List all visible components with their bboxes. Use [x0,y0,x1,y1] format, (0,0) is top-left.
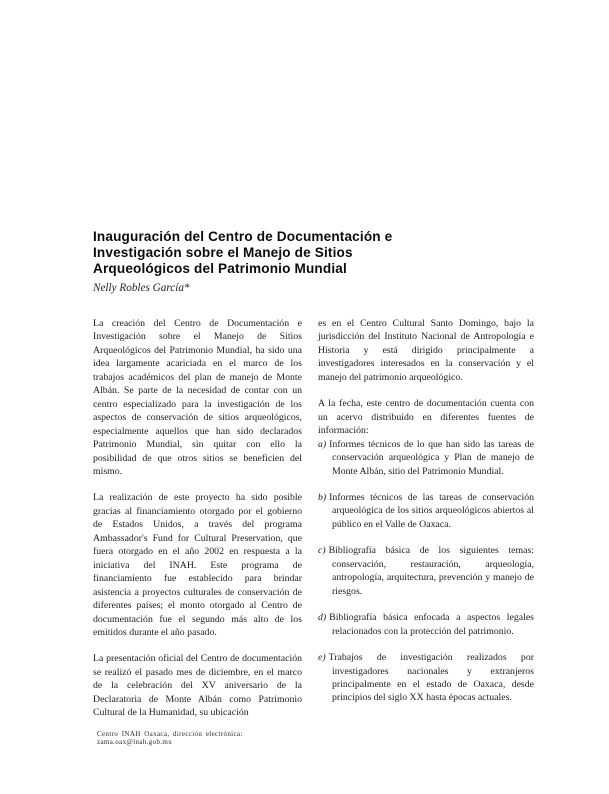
paragraph: La creación del Centro de Documentación e Investigación sobre el Manejo de Sitios Arqueológicos del Patrimonio Mundial, ha sido una idea largamente acariciada en el marco de los trabajos académicos del plan de manejo de Monte Albán. Se parte de la necesidad de contar con un centro especializado para la investigación de los aspectos de conservación de sitios arqueológicos, especialmente aquellos que han sido declarados Patrimonio Mundial, sin quitar con ello la posibilidad de que otros sitios se beneficien del mismo. [93,318,302,477]
paragraph: A la fecha, este centro de documentación cuenta con un acervo distribuido en diferentes fuentes de información: [318,398,534,437]
list-item-text: Informes técnicos de lo que han sido las tareas de conservación arqueológica y Plan de manejo de Monte Albán, sitio del Patrimonio Mundial. [329,438,534,477]
left-column [93,317,302,746]
article-content [93,229,534,746]
list-item-label: c) [318,545,326,557]
information-sources-list [318,438,534,705]
list-item [318,438,534,478]
list-item-text: Informes técnicos de las tareas de conservación arqueológica de los sitios arqueológicos abiertos al público en el Valle de Oaxaca. [329,491,534,530]
list-item-text: Trabajos de investigación realizados por investigadores nacionales y extranjeros principalmente en el estado de Oaxaca, desde principios del siglo XX hasta épocas actuales. [328,652,534,704]
two-column-body [93,317,534,746]
list-item [318,544,534,598]
paragraph: es en el Centro Cultural Santo Domingo, bajo la jurisdicción del Instituto Nacional de Antropología e Historia y está dirigido principalmente a investigadores interesados en la conservación y el manejo del patrimonio arqueológico. [318,318,534,383]
list-item-text: Bibliografía básica enfocada a aspectos legales relacionados con la protección del patrimonio. [329,612,534,637]
list-item [318,491,534,531]
list-item-label: e) [318,652,326,664]
paragraph: La realización de este proyecto ha sido posible gracias al financiamiento otorgado por el gobierno de Estados Unidos, a través del programa Ambassador's Fund for Cultural Preservation, que fuera otorgado en el año 2002 en respuesta a la iniciativa del INAH. Este programa de financiamiento fue establecido para brindar asistencia a proyectos culturales de conservación de diferentes países; el monto otorgado al Centro de documentación fue el segundo más alto de los emitidos durante el año pasado. [93,492,302,638]
article-title-line-1: Inauguración del Centro de Documentación e [93,229,393,244]
article-title-line-2: Investigación sobre el Manejo de Sitios [93,245,353,260]
article-title [93,229,534,277]
article-author: Nelly Robles García* [93,282,190,294]
list-item [318,611,534,638]
paragraph: La presentación oficial del Centro de documentación se realizó el pasado mes de diciembre, en el marco de la celebración del XV aniversario de la Declaratoria de Monte Albán como Patrimonio Cultural de la Humanidad, su ubicación [93,653,302,719]
author-affiliation-footnote: Centro INAH Oaxaca, dirección electrónica: zama.oax@inah.gob.mx [97,729,243,746]
list-item-label: b) [318,491,327,503]
right-column [318,317,534,746]
list-item-label: a) [318,438,327,450]
list-item [318,651,534,705]
article-title-line-3: Arqueológicos del Patrimonio Mundial [93,261,347,276]
list-item-text: Bibliografía básica de los siguientes temas: conservación, restauración, arqueología, antropología, arquitectura, prevención y manejo de riesgos. [328,545,534,597]
list-item-label: d) [318,612,327,624]
